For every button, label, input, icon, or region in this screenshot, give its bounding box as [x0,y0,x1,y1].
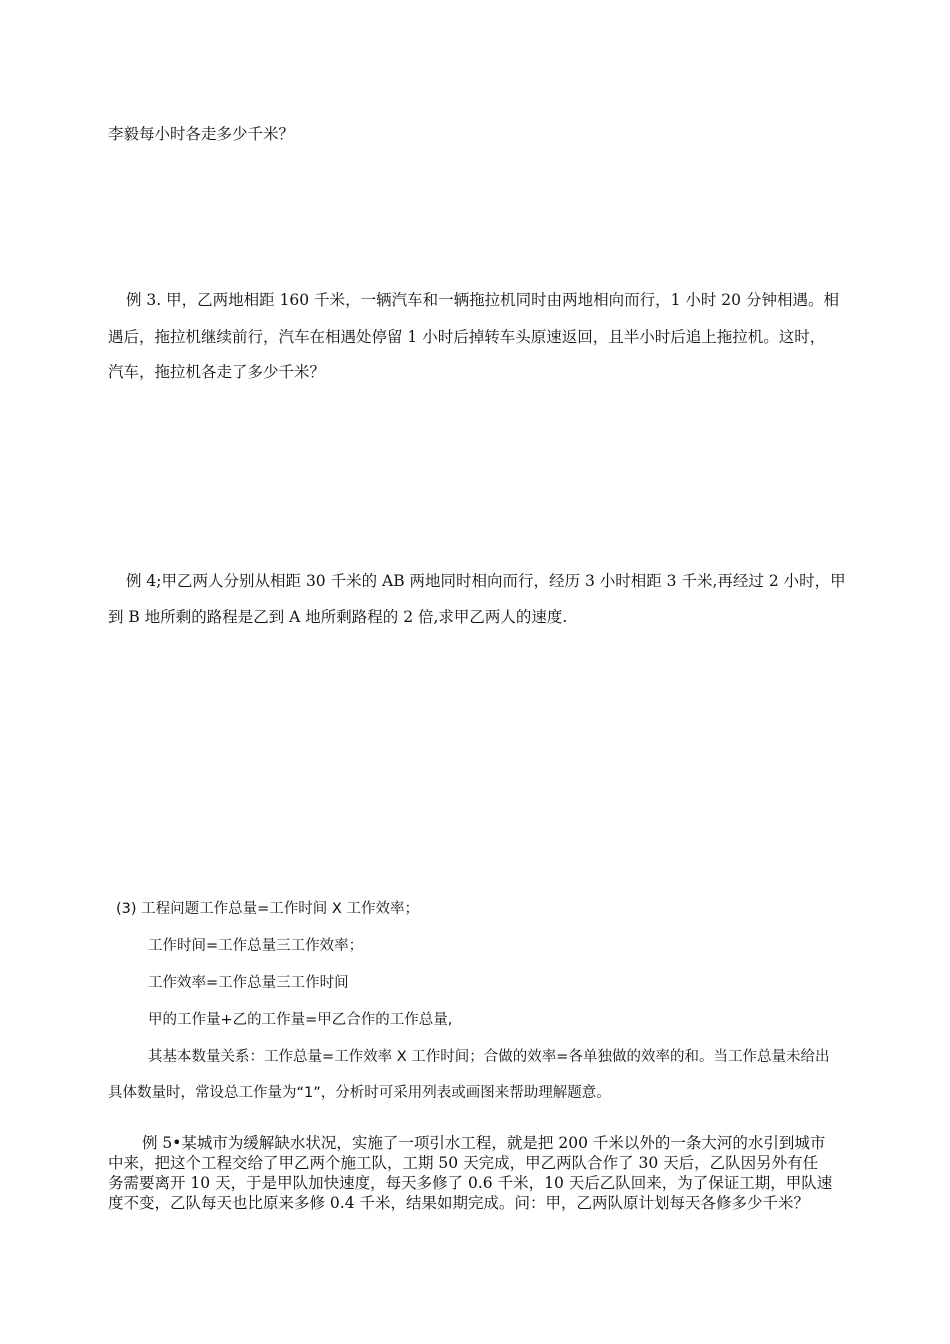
example-5-line-2: 中来，把这个工程交给了甲乙两个施工队，工期 50 天完成，甲乙两队合作了 30 天后，乙队因另外有任 [108,1154,819,1172]
relation-line-2: 具体数量时，常设总工作量为“1”，分析时可采用列表或画图来帮助理解题意。 [108,1085,611,1101]
example-5-line-4: 度不变，乙队每天也比原来多修 0.4 千米，结果如期完成。问：甲，乙两队原计划每天各修多少千米？ [108,1194,810,1212]
relation-line-1: 其基本数量关系：工作总量=工作效率 X 工作时间；合做的效率=各单独做的效率的和。当工作总量未给出 [148,1049,830,1065]
example-3-line-2: 遇后，拖拉机继续前行，汽车在相遇处停留 1 小时后掉转车头原速返回，且半小时后追上拖拉机。这时， [108,328,826,346]
example-5-line-1: 例 5•某城市为缓解缺水状况，实施了一项引水工程，就是把 200 千米以外的一条大河的水引到城市 [142,1134,826,1152]
question-line: 李毅每小时各走多少千米？ [108,125,295,143]
example-3-line-1: 例 3. 甲，乙两地相距 160 千米，一辆汽车和一辆拖拉机同时由两地相向而行，1 小时 20 分钟相遇。相 [126,291,839,309]
example-4-line-1: 例 4;甲乙两人分别从相距 30 千米的 AB 两地同时相向而行，经历 3 小时相距 3 千米,再经过 2 小时，甲 [126,572,846,590]
example-5-line-3: 务需要离开 10 天，于是甲队加快速度，每天多修了 0.6 千米，10 天后乙队回来，为了保证工期，甲队速 [108,1174,833,1192]
formula-combined-work: 甲的工作量+乙的工作量=甲乙合作的工作总量, [148,1012,453,1028]
formula-work-time: 工作时间=工作总量三工作效率； [148,938,364,954]
example-4-line-2: 到 B 地所剩的路程是乙到 A 地所剩路程的 2 倍,求甲乙两人的速度. [108,608,568,626]
section-heading: (3) 工程问题工作总量=工作时间 X 工作效率； [116,901,419,917]
example-3-line-3: 汽车，拖拉机各走了多少千米？ [108,363,326,381]
formula-work-efficiency: 工作效率=工作总量三工作时间 [148,975,349,991]
